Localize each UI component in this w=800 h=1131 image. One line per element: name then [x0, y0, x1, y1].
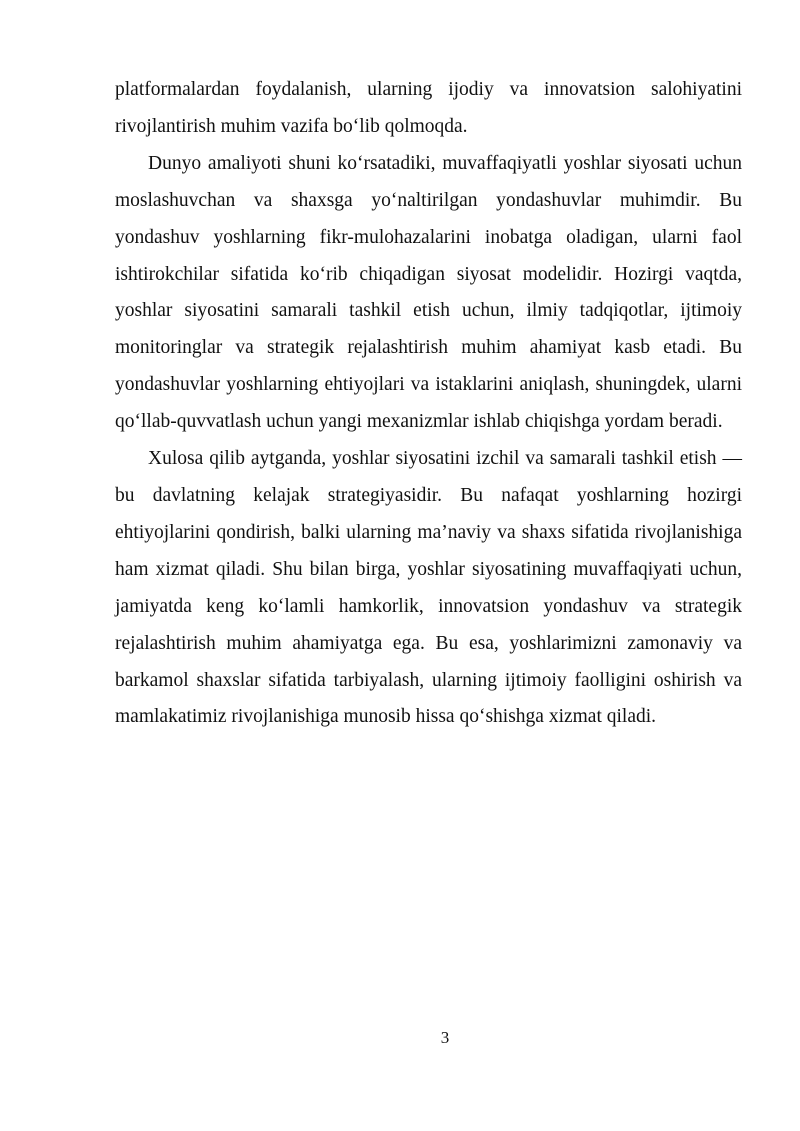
- paragraph-world-practice: Dunyo amaliyoti shuni ko‘rsatadiki, muvaffaqiyatli yoshlar siyosati uchun moslashuvchan va shaxsga yo‘naltirilgan yondashuvlar muhimdir. Bu yondashuv yoshlarning fikr-mulohazalarini inobatga oladigan, ularni faol ishtirokchilar sifatida ko‘rib chiqadigan siyosat modelidir. Hozirgi vaqtda, yoshlar siyosatini samarali tashkil etish uchun, ilmiy tadqiqotlar, ijtimoiy monitoringlar va strategik rejalashtirish muhim ahamiyat kasb etadi. Bu yondashuvlar yoshlarning ehtiyojlari va istaklarini aniqlash, shuningdek, ularni qo‘llab-quvvatlash uchun yangi mexanizmlar ishlab chiqishga yordam beradi.: [115, 152, 742, 433]
- page-number: 3: [440, 1028, 450, 1047]
- paragraph-conclusion: Xulosa qilib aytganda, yoshlar siyosatini izchil va samarali tashkil etish — bu davlatning kelajak strategiyasidir. Bu nafaqat yoshlarning hozirgi ehtiyojlarini qondirish, balki ularning ma’naviy va shaxs sifatida rivojlanishiga ham xizmat qiladi. Shu bilan birga, yoshlar siyosatining muvaffaqiyati uchun, jamiyatda keng ko‘lamli hamkorlik, innovatsion yondashuv va strategik rejalashtirish muhim ahamiyatga ega. Bu esa, yoshlarimizni zamonaviy va barkamol shaxslar sifatida tarbiyalash, ularning ijtimoiy faolligini oshirish va mamlakatimiz rivojlanishiga munosib hissa qo‘shishga xizmat qiladi.: [115, 448, 742, 728]
- paragraph-continuation: platformalardan foydalanish, ularning ijodiy va innovatsion salohiyatini rivojlantirish muhim vazifa bo‘lib qolmoqda.: [115, 79, 742, 137]
- body-text: [115, 72, 742, 736]
